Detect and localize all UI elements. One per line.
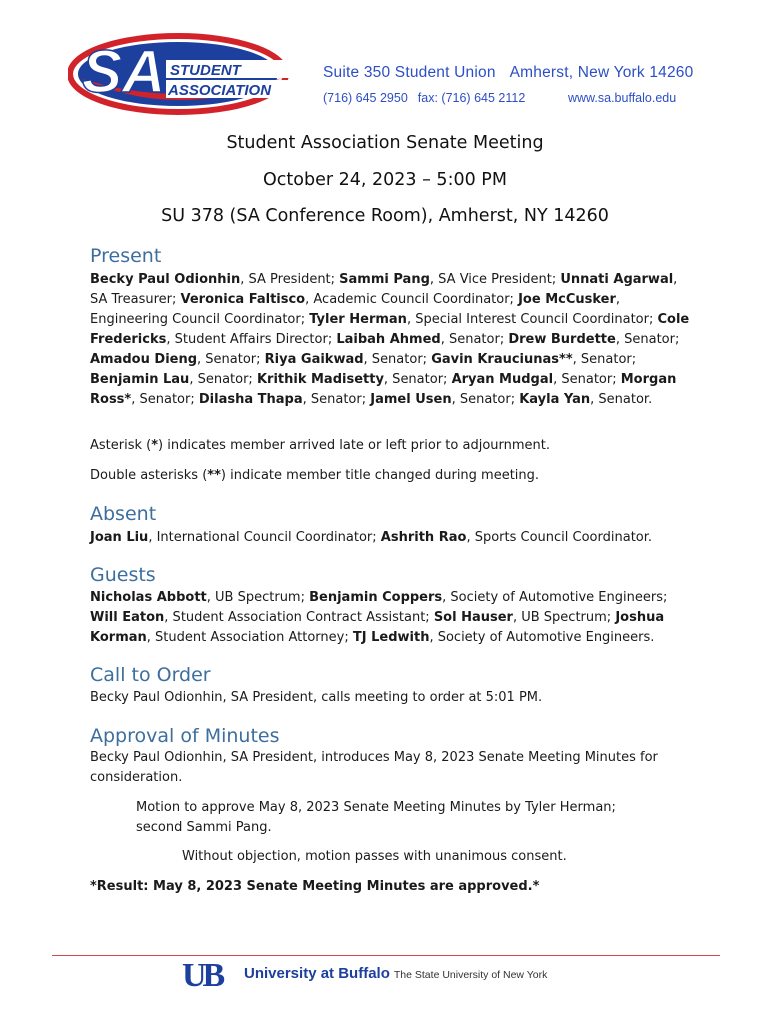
member-role: , SA President; bbox=[240, 272, 340, 287]
member-role: , Society of Automotive Engineers. bbox=[429, 630, 655, 645]
member-role: , Senator; bbox=[572, 352, 637, 367]
member-role: , SA Treasurer; bbox=[90, 272, 678, 307]
footer-divider bbox=[52, 955, 720, 956]
logo-student-text: STUDENT bbox=[170, 62, 241, 79]
member-role: , Sports Council Coordinator. bbox=[466, 530, 653, 545]
fax-number: fax: (716) 645 2112 bbox=[417, 91, 526, 105]
double-asterisk-note: Double asterisks (**) indicate member title changed during meeting. bbox=[90, 468, 540, 483]
member-name: Laibah Ahmed bbox=[336, 332, 441, 347]
guests-heading: Guests bbox=[90, 564, 156, 586]
member-name: Unnati Agarwal bbox=[560, 272, 674, 287]
motion-text: Motion to approve May 8, 2023 Senate Meeting Minutes by Tyler Herman; second Sammi Pang. bbox=[136, 800, 616, 835]
member-role: , Senator; bbox=[189, 372, 257, 387]
member-role: , Student Association Contract Assistant; bbox=[164, 610, 434, 625]
member-name: Tyler Herman bbox=[309, 312, 407, 327]
university-name: University at Buffalo bbox=[244, 965, 390, 982]
member-name: Joe McCusker bbox=[518, 292, 616, 307]
address-line bbox=[323, 64, 693, 82]
contact-line bbox=[323, 91, 525, 105]
meeting-date: October 24, 2023 – 5:00 PM bbox=[263, 170, 507, 190]
address-suite: Suite 350 Student Union bbox=[323, 64, 496, 81]
member-role: , Senator; bbox=[553, 372, 621, 387]
member-name: Nicholas Abbott bbox=[90, 590, 207, 605]
member-name: Morgan Ross* bbox=[90, 372, 677, 407]
asterisk-note: Asterisk (*) indicates member arrived late or left prior to adjournment. bbox=[90, 438, 551, 453]
present-heading: Present bbox=[90, 245, 162, 267]
member-name: Becky Paul Odionhin bbox=[90, 272, 241, 287]
logo-association-text: ASSOCIATION bbox=[168, 82, 272, 99]
member-name: Joshua Korman bbox=[90, 610, 665, 645]
member-name: Kayla Yan bbox=[519, 392, 591, 407]
member-role: , Student Association Attorney; bbox=[146, 630, 353, 645]
call-to-order-heading: Call to Order bbox=[90, 664, 211, 686]
member-role: , Special Interest Council Coordinator; bbox=[406, 312, 658, 327]
member-name: Sol Hauser bbox=[433, 610, 513, 625]
member-role: , Senator; bbox=[615, 332, 680, 347]
ub-monogram: UB bbox=[182, 958, 222, 992]
member-name: Cole Fredericks bbox=[90, 312, 690, 347]
approval-heading: Approval of Minutes bbox=[90, 725, 280, 747]
absent-list bbox=[90, 528, 690, 548]
member-role: , Senator; bbox=[451, 392, 520, 407]
phone-number: (716) 645 2950 bbox=[323, 91, 408, 105]
member-role: , Society of Automotive Engineers; bbox=[442, 590, 668, 605]
member-role: , Senator. bbox=[590, 392, 653, 407]
result-text: *Result: May 8, 2023 Senate Meeting Minutes are approved.* bbox=[90, 879, 540, 894]
present-list bbox=[90, 270, 690, 410]
member-role: , Senator; bbox=[302, 392, 371, 407]
member-name: Benjamin Coppers bbox=[309, 590, 443, 605]
member-name: Jamel Usen bbox=[370, 392, 452, 407]
member-name: Aryan Mudgal bbox=[451, 372, 554, 387]
website-link[interactable]: www.sa.buffalo.edu bbox=[568, 91, 677, 105]
approval-text: Becky Paul Odionhin, SA President, introduces May 8, 2023 Senate Meeting Minutes for consideration. bbox=[90, 750, 658, 785]
member-role: , Senator; bbox=[131, 392, 199, 407]
member-role: , Academic Council Coordinator; bbox=[305, 292, 519, 307]
member-name: Riya Gaikwad bbox=[264, 352, 364, 367]
footer-university bbox=[244, 965, 547, 983]
address-city: Amherst, New York 14260 bbox=[509, 64, 694, 81]
member-name: Joan Liu bbox=[90, 530, 149, 545]
member-name: Veronica Faltisco bbox=[180, 292, 306, 307]
member-name: Ashrith Rao bbox=[380, 530, 467, 545]
absent-heading: Absent bbox=[90, 503, 157, 525]
member-role: , Senator; bbox=[440, 332, 509, 347]
member-name: TJ Ledwith bbox=[352, 630, 430, 645]
meeting-title: Student Association Senate Meeting bbox=[226, 133, 544, 153]
member-role: , Senator; bbox=[383, 372, 452, 387]
call-to-order-text: Becky Paul Odionhin, SA President, calls meeting to order at 5:01 PM. bbox=[90, 690, 543, 705]
member-role: , UB Spectrum; bbox=[512, 610, 616, 625]
member-role: , Engineering Council Coordinator; bbox=[90, 292, 621, 327]
guests-list bbox=[90, 588, 685, 648]
member-name: Benjamin Lau bbox=[90, 372, 190, 387]
member-name: Gavin Krauciunas** bbox=[431, 352, 573, 367]
member-name: Amadou Dieng bbox=[90, 352, 198, 367]
member-name: Krithik Madisetty bbox=[256, 372, 384, 387]
member-name: Dilasha Thapa bbox=[198, 392, 303, 407]
meeting-location: SU 378 (SA Conference Room), Amherst, NY 14260 bbox=[161, 206, 609, 226]
logo-sa-text: SA bbox=[82, 38, 166, 105]
letterhead bbox=[0, 0, 770, 125]
member-role: , International Council Coordinator; bbox=[148, 530, 381, 545]
member-role: , UB Spectrum; bbox=[206, 590, 310, 605]
vote-text: Without objection, motion passes with unanimous consent. bbox=[182, 849, 567, 864]
university-subtitle: The State University of New York bbox=[393, 969, 548, 981]
member-role: , Senator; bbox=[363, 352, 432, 367]
member-role: , Student Affairs Director; bbox=[166, 332, 337, 347]
member-name: Drew Burdette bbox=[508, 332, 616, 347]
member-name: Will Eaton bbox=[90, 610, 165, 625]
member-name: Sammi Pang bbox=[339, 272, 430, 287]
student-association-logo bbox=[68, 30, 308, 120]
member-role: , Senator; bbox=[197, 352, 265, 367]
member-role: , SA Vice President; bbox=[429, 272, 561, 287]
